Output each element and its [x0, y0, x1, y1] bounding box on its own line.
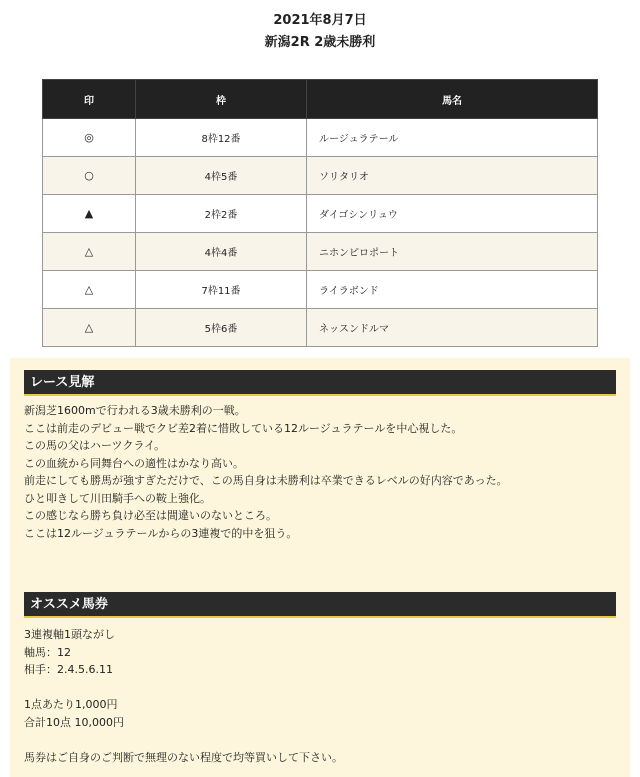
recommended-bets-heading: オススメ馬券 [24, 592, 616, 618]
text-line: 合計10点 10,000円 [24, 715, 124, 729]
pick-mark: △ [43, 233, 136, 271]
pick-mark: ◎ [43, 119, 136, 157]
text-line: この馬の父はハーツクライ。 [24, 439, 166, 452]
pick-mark: ▲ [43, 195, 136, 233]
column-header-waku: 枠 [136, 80, 307, 119]
race-view-text [24, 402, 508, 542]
pick-horse: ライラボンド [307, 271, 598, 309]
table-row [43, 195, 598, 233]
column-header-mark: 印 [43, 80, 136, 119]
pick-waku: 4枠4番 [136, 233, 307, 271]
pick-mark: △ [43, 271, 136, 309]
table-row [43, 233, 598, 271]
pick-waku: 7枠11番 [136, 271, 307, 309]
text-line: 前走にしても勝馬が強すぎただけで、この馬自身は未勝利は卒業できるレベルの好内容であった。 [24, 474, 508, 487]
text-line [24, 679, 343, 697]
text-line [24, 731, 343, 749]
table-row [43, 271, 598, 309]
text-line: 新潟芝1600mで行われる3歳未勝利の一戦。 [24, 404, 246, 417]
pick-mark: △ [43, 309, 136, 347]
pick-horse: ニホンピロポート [307, 233, 598, 271]
text-line: ここは12ルージュラテールからの3連複で的中を狙う。 [24, 526, 298, 540]
page-header [0, 0, 640, 52]
text-line: ここは前走のデビュー戦でクビ差2着に惜敗している12ルージュラテールを中心視した。 [24, 421, 463, 435]
pick-mark: ○ [43, 157, 136, 195]
pick-horse: ルージュラテール [307, 119, 598, 157]
table-row [43, 119, 598, 157]
text-line: 軸馬：12 [24, 645, 71, 659]
race-date: 2021年8月7日 [273, 13, 367, 28]
pick-horse: ネッスンドルマ [307, 309, 598, 347]
picks-table [42, 79, 598, 347]
text-line: この感じなら勝ち負け必至は間違いのないところ。 [24, 509, 277, 522]
pick-horse: ソリタリオ [307, 157, 598, 195]
pick-horse: ダイゴシンリュウ [307, 195, 598, 233]
pick-waku: 5枠6番 [136, 309, 307, 347]
table-row [43, 157, 598, 195]
text-line: この血統から同舞台への適性はかなり高い。 [24, 456, 244, 470]
table-row [43, 309, 598, 347]
race-view-heading: レース見解 [24, 370, 616, 396]
pick-waku: 4枠5番 [136, 157, 307, 195]
text-line: 3連複軸1頭ながし [24, 628, 115, 641]
pick-waku: 8枠12番 [136, 119, 307, 157]
commentary-panel [10, 358, 630, 777]
text-line: 1点あたり1,000円 [24, 698, 118, 711]
race-name: 新潟2R 2歳未勝利 [264, 35, 376, 50]
recommended-bets-text [24, 626, 343, 766]
text-line: ひと叩きして川田騎手への鞍上強化。 [24, 491, 211, 505]
column-header-horse: 馬名 [307, 80, 598, 119]
table-header-row [43, 80, 598, 119]
pick-waku: 2枠2番 [136, 195, 307, 233]
text-line: 馬券はご自身のご判断で無理のない程度で均等買いして下さい。 [24, 750, 343, 764]
text-line: 相手：2.4.5.6.11 [24, 663, 113, 676]
